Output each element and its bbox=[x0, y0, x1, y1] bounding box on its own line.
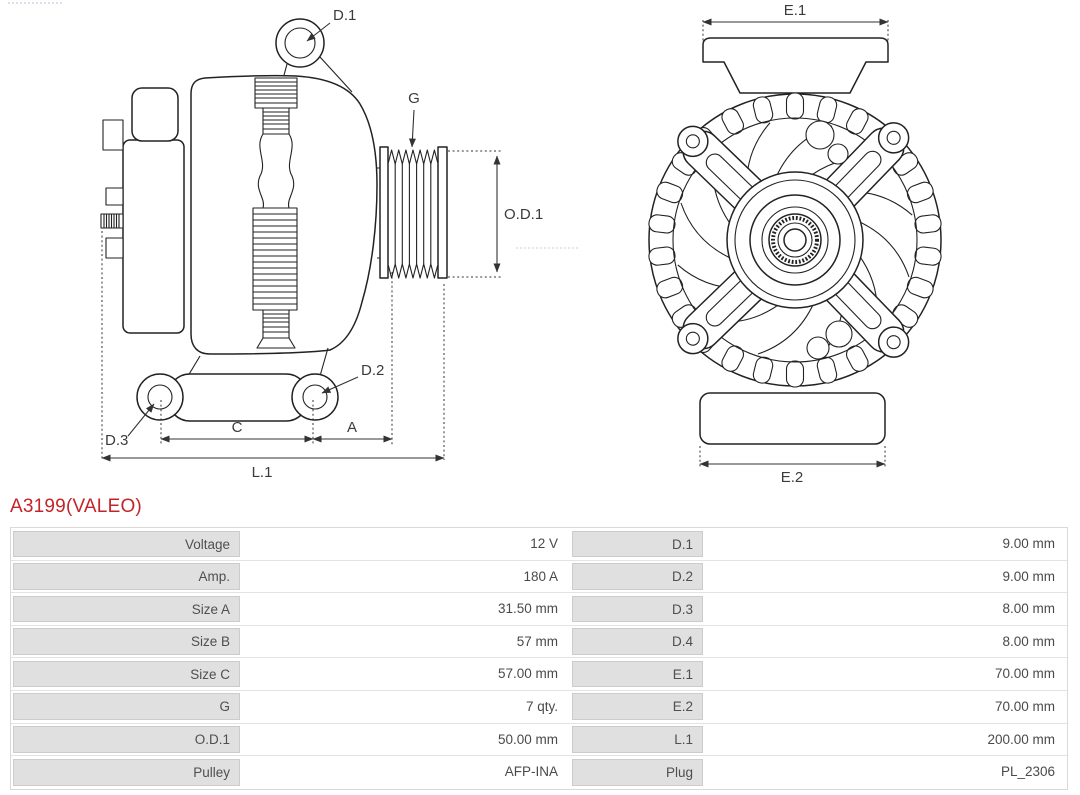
dim-label-a: A bbox=[346, 419, 358, 436]
dim-label-e2: E.2 bbox=[780, 469, 804, 486]
spec-label: Voltage bbox=[13, 531, 240, 558]
table-row bbox=[11, 691, 1067, 724]
spec-label: D.1 bbox=[572, 531, 703, 558]
table-row bbox=[11, 626, 1067, 659]
spec-value: 31.50 mm bbox=[242, 593, 570, 625]
spec-label: D.4 bbox=[572, 628, 703, 655]
dim-label-d3: D.3 bbox=[105, 432, 129, 449]
table-row bbox=[11, 528, 1067, 561]
spec-value: 70.00 mm bbox=[705, 691, 1067, 723]
table-row bbox=[11, 593, 1067, 626]
spec-label: Size A bbox=[13, 596, 240, 623]
spec-label: Size B bbox=[13, 628, 240, 655]
spec-value: AFP-INA bbox=[242, 756, 570, 789]
dim-label-c: C bbox=[231, 419, 243, 436]
spec-label: D.2 bbox=[572, 563, 703, 590]
spec-value: 57 mm bbox=[242, 626, 570, 658]
spec-value: 8.00 mm bbox=[705, 593, 1067, 625]
dim-label-d2: D.2 bbox=[361, 362, 385, 379]
spec-label: L.1 bbox=[572, 726, 703, 753]
dim-label-g: G bbox=[408, 90, 420, 107]
spec-label: O.D.1 bbox=[13, 726, 240, 753]
spec-value: 180 A bbox=[242, 561, 570, 593]
spec-value: 9.00 mm bbox=[705, 528, 1067, 560]
spec-value: 12 V bbox=[242, 528, 570, 560]
table-row bbox=[11, 658, 1067, 691]
dim-label-l1: L.1 bbox=[251, 464, 273, 481]
part-number-heading: A3199(VALEO) bbox=[10, 496, 142, 517]
spec-label: Amp. bbox=[13, 563, 240, 590]
spec-value: 50.00 mm bbox=[242, 724, 570, 756]
side-view bbox=[101, 7, 543, 481]
dim-label-od1: O.D.1 bbox=[504, 206, 544, 223]
spec-table bbox=[10, 527, 1068, 790]
spec-label: Size C bbox=[13, 661, 240, 688]
spec-label: G bbox=[13, 693, 240, 720]
spec-label: E.1 bbox=[572, 661, 703, 688]
spec-value: 9.00 mm bbox=[705, 561, 1067, 593]
spec-value: 7 qty. bbox=[242, 691, 570, 723]
front-view bbox=[648, 2, 942, 486]
dim-label-d1: D.1 bbox=[333, 7, 357, 24]
table-row bbox=[11, 724, 1067, 757]
spec-label: Plug bbox=[572, 759, 703, 787]
spec-value: 70.00 mm bbox=[705, 658, 1067, 690]
spec-value: PL_2306 bbox=[705, 756, 1067, 789]
dim-label-e1: E.1 bbox=[783, 2, 807, 19]
table-row bbox=[11, 756, 1067, 789]
spec-value: 8.00 mm bbox=[705, 626, 1067, 658]
spec-value: 200.00 mm bbox=[705, 724, 1067, 756]
table-row bbox=[11, 561, 1067, 594]
spec-value: 57.00 mm bbox=[242, 658, 570, 690]
spec-label: Pulley bbox=[13, 759, 240, 787]
spec-label: D.3 bbox=[572, 596, 703, 623]
spec-label: E.2 bbox=[572, 693, 703, 720]
